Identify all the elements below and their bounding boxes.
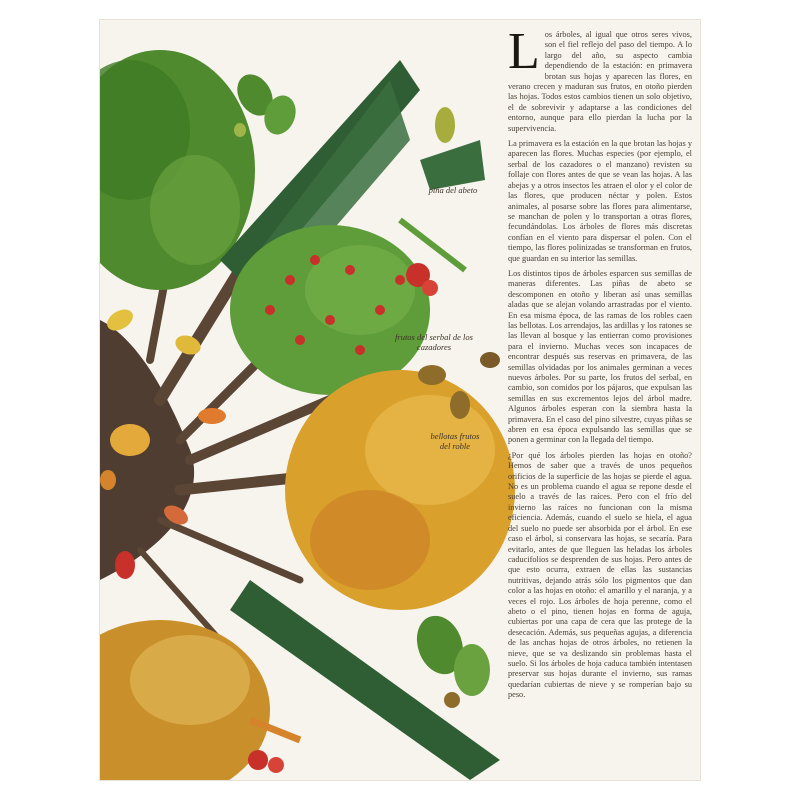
paragraph-1 (508, 23, 692, 134)
rowan-canopy (230, 225, 430, 395)
spruce-cone-spot (420, 107, 485, 190)
caption-serbal: frutos del serbal de los cazadores (395, 332, 473, 352)
oak-branch-spot (409, 609, 490, 708)
article-text (508, 23, 692, 706)
paragraph-3: Los distintos tipos de árboles esparcen sus semillas de maneras diferentes. Las piñas de abeto se descomponen en otoño y liberan así unas semillas aladas que se alejan volando arrastradas por el viento. En esa misma época, de las ramas de los robles caen las bellotas. Los arrendajos, las ardillas y los ratones se las llevan al bosque y las entierran como provisiones para el invierno. Muchas veces son incapaces de encontrar después sus reservas en primavera, de las semillas olvidadas por los animales germinan a veces nuevos árboles. Por su parte, los frutos del serbal, en cambio, son comidos por los pájaros, que expulsan las semillas en sus excrementos lejos del árbol madre. Algunos árboles esperan con la siembra hasta la primavera. En el caso del pino silvestre, cuyas piñas se abren en esa época expulsando las semillas que se ponen a germinar con la llegada del tiempo. (508, 268, 692, 445)
paragraph-1-text: os árboles, al igual que otros seres vivos, son el fiel reflejo del paso del tiempo. A lo largo del año, su aspecto cambia dependiendo de la estación: en primavera brotan sus hojas y aparecen las flores, en verano crecen y maduran sus frutos, en otoño pierden las hojas. Todos estos cambios tienen un solo objetivo, el de sobrevivir y adaptarse a las condiciones del entorno, aunque para ello pierdan la lucha por la supervivencia. (508, 30, 692, 133)
bottom-autumn-canopy (100, 620, 270, 780)
tree-illustration (100, 20, 520, 780)
oak-leaf-spot (230, 68, 301, 139)
paragraph-4: ¿Por qué los árboles pierden las hojas en otoño? Hemos de saber que a través de unos pequeños orificios de la superficie de las hojas se pierde el agua. No es un problema cuando el agua se repone desde el suelo a través de las raíces. Pero con el frío del invierno las raíces no funcionan con la misma eficiencia. Además, cuando el suelo se hiela, el agua del suelo no puede ser absorbida por el árbol. En ese caso el árbol, si conservara las hojas, se secaría. Para evitarlo, antes de que lleguen las heladas los árboles caducifolios se desprenden de sus hojas. Pero antes de que esto ocurra, extraen de ellas las sustancias nutritivas, dejando atrás sólo los pigmentos que dan color a las hojas en otoño: el amarillo y el naranja, y a veces el rojo. Los árboles de hoja perenne, como el abeto o el pino, tienen hojas en forma de aguja, cubiertas por una capa de cera que las protege de la desecación. Además, sus pequeñas agujas, a diferencia de las anchas hojas de otros árboles, no retienen la nieve, que se va deslizando sin problemas hasta el suelo. Si los árboles de hoja caduca también intentasen preservar sus hojas durante el invierno, sus ramas quedarían cubiertas de nieve y se romperían bajo su peso. (508, 450, 692, 700)
autumn-canopy (285, 370, 515, 610)
paragraph-2: La primavera es la estación en la que brotan las hojas y aparecen las flores. Muchas especies (por ejemplo, el serbal de los cazadores o el manzano) revisten su follaje con flores antes de que se vean las hojas. A las abejas y a otros insectos les atraen el olor y el color de las flores, que producen néctar y polen. Estos animales, al posarse sobre las flores para alimentarse, se manchan de polen y lo transportan a otras flores, fecundándolas. Los árboles de flores más discretas confían en el viento para dispersar el polen. Con el tiempo, las flores polinizadas se transforman en frutos, que guardan en su interior las semillas. (508, 139, 692, 263)
caption-bellotas: bellotas frutos del roble (430, 431, 480, 451)
caption-pina: piña del abeto (428, 185, 478, 195)
book-page (100, 20, 700, 780)
drop-cap: L (508, 23, 540, 80)
